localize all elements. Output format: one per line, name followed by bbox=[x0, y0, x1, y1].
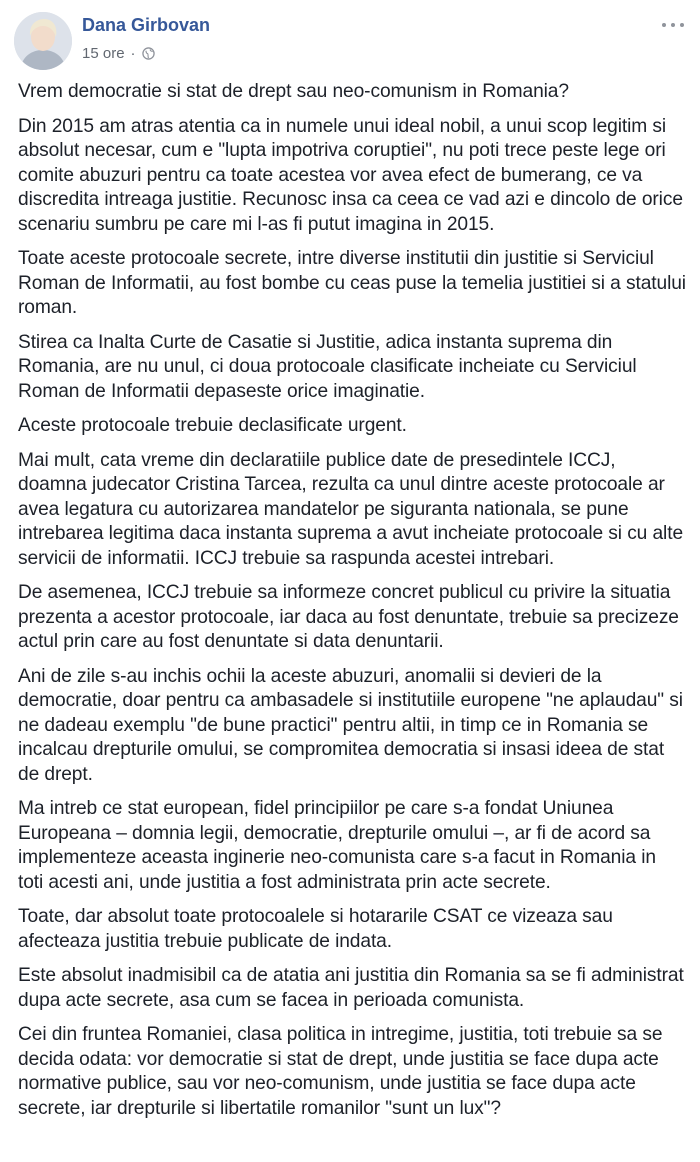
avatar-photo bbox=[14, 12, 72, 70]
avatar[interactable] bbox=[14, 12, 72, 70]
post-paragraph: Vrem democratie si stat de drept sau neo-comunism in Romania? bbox=[18, 81, 569, 102]
post-paragraph: Stirea ca Inalta Curte de Casatie si Justitie, adica instanta suprema din Romania, are nu unul, ci doua protocoale clasificate incheiate cu Serviciul Roman de Informatii depaseste orice imaginatie. bbox=[18, 331, 637, 402]
meta-separator: · bbox=[130, 45, 136, 62]
post-paragraph: Toate, dar absolut toate protocoalele si hotararile CSAT ce vizeaza sau afecteaza justitia trebuie publicate de indata. bbox=[18, 906, 613, 952]
post-header bbox=[14, 12, 686, 72]
post-paragraph: Cei din fruntea Romaniei, clasa politica in intregime, justitia, toti trebuie sa se decida odata: vor democratie si stat de drept, unde justitia se face dupa acte normative publice, sau vor neo-comunism, unde justitia se face dupa acte secrete, iar drepturile si libertatile romanilor "sunt un lux"? bbox=[18, 1024, 663, 1119]
globe-icon[interactable] bbox=[142, 47, 155, 60]
post-text bbox=[18, 80, 686, 1131]
post-paragraph: Toate aceste protocoale secrete, intre diverse institutii din justitie si Serviciul Roman de Informatii, au fost bombe cu ceas puse la temelia justitiei si a statului roman. bbox=[18, 248, 686, 318]
more-options-icon[interactable] bbox=[662, 18, 684, 32]
post-timestamp[interactable]: 15 ore bbox=[82, 45, 125, 62]
post-paragraph: Mai mult, cata vreme din declaratiile publice date de presedintele ICCJ, doamna judecator Cristina Tarcea, rezulta ca unul dintre aceste protocoale ar avea legatura cu autorizarea mandatelor pe siguranta nationala, se pune intrebarea legitima daca instanta suprema a avut incheiate protocoale si cu alte servicii de informatii. ICCJ trebuie sa raspunda acestei intrebari. bbox=[18, 449, 684, 569]
post-paragraph: Ma intreb ce stat european, fidel principiilor pe care s-a fondat Uniunea Europeana – domnia legii, democratie, drepturile omului –, ar fi de acord sa implementeze aceasta inginerie neo-comunista care s-a facut in Romania in toti acesti ani, unde justitia a fost administrata prin acte secrete. bbox=[18, 798, 656, 893]
post-paragraph: Este absolut inadmisibil ca de atatia ani justitia din Romania sa se fi administrat dupa acte secrete, asa cum se facea in perioada comunista. bbox=[18, 965, 684, 1011]
post-meta bbox=[82, 45, 155, 62]
post-paragraph: Aceste protocoale trebuie declasificate urgent. bbox=[18, 415, 407, 436]
post-paragraph: Ani de zile s-au inchis ochii la aceste abuzuri, anomalii si devieri de la democratie, doar pentru ca ambasadele si institutiile europene "ne aplaudau" si ne dadeau exemplu "de bune practici" pentru altii, in timp ce in Romania se incalcau drepturile omului, se compromitea democratia si insasi ideea de stat de drept. bbox=[18, 665, 683, 785]
more-dot bbox=[680, 23, 684, 27]
post-paragraph: Din 2015 am atras atentia ca in numele unui ideal nobil, a unui scop legitim si absolut necesar, cum e "lupta impotriva coruptiei", nu poti trece peste lege ori comite abuzuri pentru ca toate acestea vor avea efect de bumerang, ce va discredita intreaga justitie. Recunosc insa ca ceea ce vad azi e dincolo de orice scenariu sumbru pe care mi l-as fi putut imagina in 2015. bbox=[18, 115, 683, 235]
more-dot bbox=[671, 23, 675, 27]
more-dot bbox=[662, 23, 666, 27]
author-name[interactable]: Dana Girbovan bbox=[82, 15, 211, 35]
post-paragraph: De asemenea, ICCJ trebuie sa informeze concret publicul cu privire la situatia prezenta a acestor protocoale, iar daca au fost denuntate, trebuie sa precizeze actul prin care au fost denuntate si data denuntarii. bbox=[18, 582, 679, 652]
